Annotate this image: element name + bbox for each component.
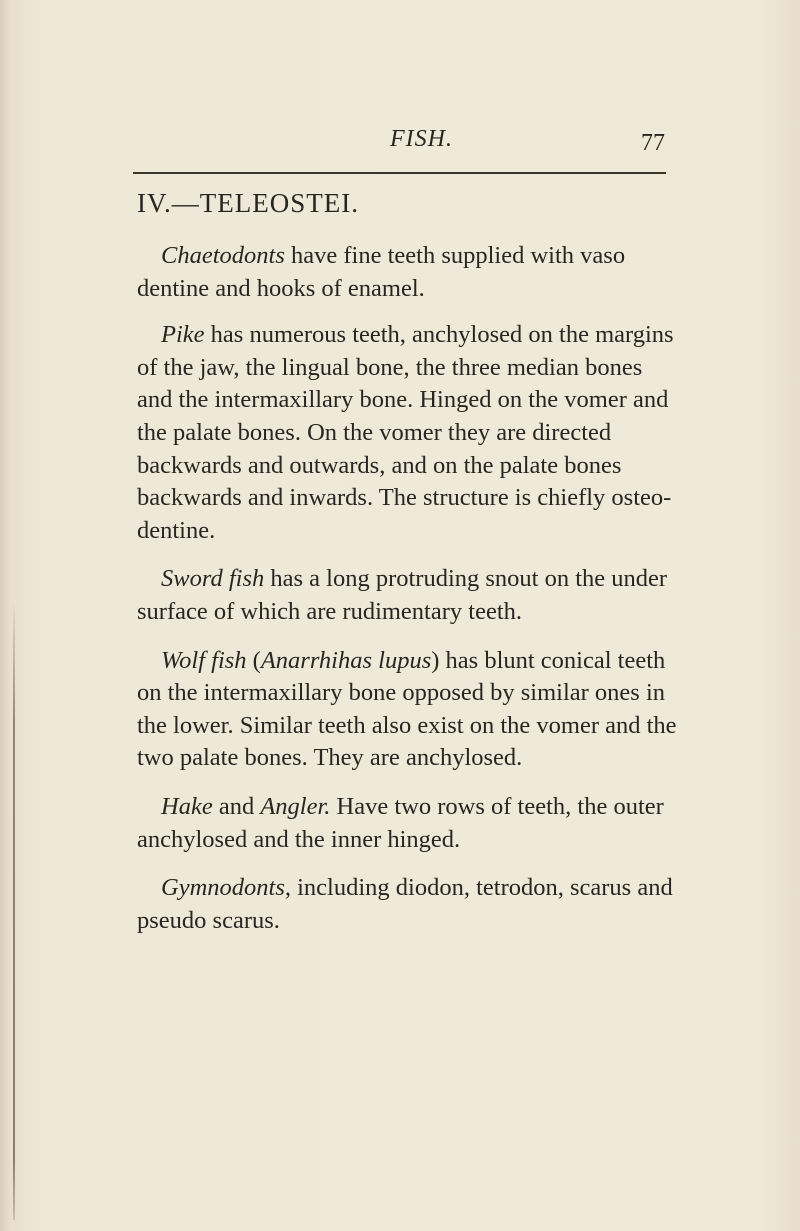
paragraph-text: have fine teeth supplied with vaso dentine and hooks of enamel. [137, 242, 626, 302]
paragraph-text: ) has blunt conical teeth on the intermaxillary bone opposed by similar ones in the lower. Similar teeth also exist on the vomer and the two palate bones. They are anchylosed. [137, 646, 677, 772]
term-pike: Pike [161, 321, 205, 349]
binding-edge-shadow [13, 600, 15, 1220]
conjunction: and [212, 792, 261, 820]
paragraph-text: has numerous teeth, anchylosed on the margins of the jaw, the lingual bone, the three median bones and the intermaxillary bone. Hinged on the vomer and the palate bones. On the vomer they are directed backwards and outwards, and on the palate bones backwards and inwards. The structure is chiefly osteo-dentine. [137, 321, 674, 544]
paragraph-pike [137, 319, 677, 547]
page-number: 77 [641, 130, 665, 156]
term-chaetodonts: Chaetodonts [161, 242, 285, 269]
term-gymnodonts: Gymnodonts [161, 874, 285, 902]
term-sword-fish: Sword fish [161, 565, 265, 593]
term-wolf-fish: Wolf fish [161, 646, 247, 674]
paragraph-sword-fish [137, 563, 677, 628]
header-rule [133, 172, 666, 174]
paragraph-text: Have two rows of teeth, the outer anchylosed and the inner hinged. [137, 792, 664, 853]
paragraph-hake-angler [137, 791, 677, 856]
section-title: IV.—TELEOSTEI. [137, 188, 359, 218]
paragraph-chaetodonts [137, 240, 677, 305]
paragraph-wolf-fish [137, 645, 677, 775]
body-text [137, 240, 677, 953]
paragraph-text: has a long protruding snout on the under surface of which are rudimentary teeth. [137, 565, 668, 625]
paragraph-gymnodonts [137, 872, 677, 937]
paren-open: ( [246, 646, 261, 674]
term-hake: Hake [161, 792, 213, 820]
running-head: FISH. [390, 126, 453, 152]
paragraph-text: , including diodon, tetrodon, scarus and pseudo scarus. [137, 874, 673, 934]
latin-name: Anarrhihas lupus [260, 646, 432, 674]
term-angler: Angler. [260, 792, 331, 820]
